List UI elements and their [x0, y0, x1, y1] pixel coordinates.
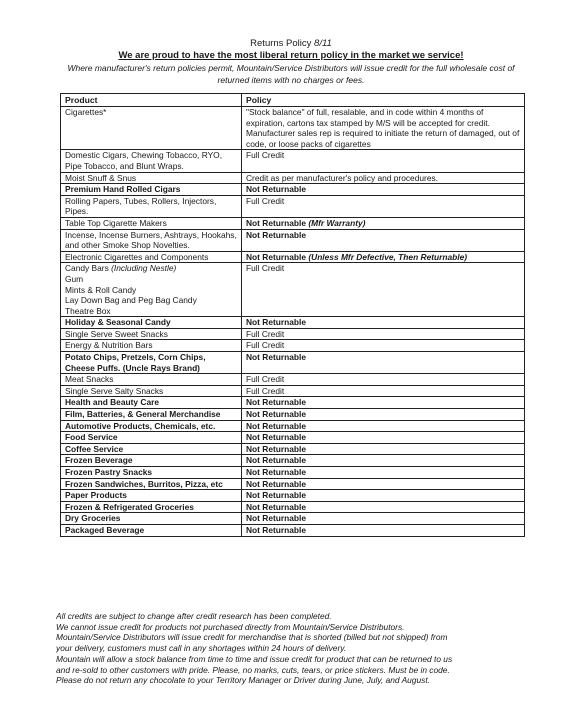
- policy-text: Not Returnable: [246, 397, 307, 408]
- product-cell: [61, 524, 242, 536]
- product-line: Electronic Cigarettes and Components: [65, 251, 209, 262]
- product-cell: [61, 251, 242, 263]
- footer-line: your delivery, customers must call in any shortages within 24 hours of delivery.: [56, 643, 347, 654]
- product-cell: [61, 340, 242, 352]
- product-cell: [61, 478, 242, 490]
- policy-cell: [242, 317, 525, 329]
- product-cell: [61, 172, 242, 184]
- product-line: Mints & Roll Candy: [65, 284, 137, 295]
- table-row: [61, 385, 525, 397]
- table-row: [61, 420, 525, 432]
- product-cell: [61, 420, 242, 432]
- table-row: [61, 107, 525, 150]
- footer-notes: [56, 611, 526, 686]
- policy-text: Full Credit: [246, 374, 285, 385]
- policy-cell: [242, 501, 525, 513]
- table-row: [61, 251, 525, 263]
- product-line: Meat Snacks: [65, 374, 114, 385]
- policy-cell: [242, 443, 525, 455]
- table-row: [61, 195, 525, 217]
- table-row: [61, 397, 525, 409]
- policy-text: Not Returnable: [246, 467, 307, 477]
- table-row: [61, 524, 525, 536]
- policy-cell: [242, 217, 525, 229]
- policy-cell: [242, 467, 525, 479]
- policy-text: Not Returnable (Mfr Warranty): [246, 217, 366, 228]
- policy-cell: [242, 172, 525, 184]
- table-row: [61, 184, 525, 196]
- product-cell: [61, 352, 242, 374]
- product-cell: [61, 397, 242, 409]
- policy-cell: [242, 184, 525, 196]
- product-cell: [61, 150, 242, 172]
- document-subtitle: We are proud to have the most liberal return policy in the market we service!: [118, 50, 464, 61]
- policy-cell: [242, 490, 525, 502]
- policy-text: Full Credit: [246, 263, 285, 274]
- policy-text: Not Returnable: [246, 490, 307, 501]
- returns-policy-table: [60, 93, 525, 537]
- product-cell: [61, 317, 242, 329]
- table-row: [61, 328, 525, 340]
- footer-line: All credits are subject to change after credit research has been completed.: [56, 611, 332, 621]
- table-row: [61, 443, 525, 455]
- product-line: Coffee Service: [65, 443, 124, 454]
- product-column-header: Product: [61, 94, 242, 107]
- policy-cell: [242, 385, 525, 397]
- policy-text: Not Returnable: [246, 420, 307, 431]
- product-line: Frozen Beverage: [65, 455, 133, 466]
- product-cell: [61, 490, 242, 502]
- policy-column-header: Policy: [242, 94, 525, 107]
- product-line: Dry Groceries: [65, 513, 121, 524]
- footer-line: Mountain will allow a stock balance from time to time and issue credit for product that can be returned to us: [56, 653, 453, 664]
- table-row: [61, 455, 525, 467]
- product-cell: [61, 443, 242, 455]
- table-row: [61, 467, 525, 479]
- policy-text: Not Returnable: [246, 229, 307, 240]
- product-line: Moist Snuff & Snus: [65, 172, 137, 183]
- product-cell: [61, 501, 242, 513]
- policy-text: Not Returnable: [246, 352, 307, 363]
- product-cell: [61, 263, 242, 317]
- product-line: Potato Chips, Pretzels, Corn Chips, Cheese Puffs. (Uncle Rays Brand): [65, 352, 206, 373]
- title-date: 8/11: [314, 38, 332, 49]
- policy-text: Not Returnable: [246, 501, 307, 512]
- footer-line: Mountain/Service Distributors will issue credit for merchandise that is shorted (billed but not shipped) from: [56, 632, 448, 643]
- table-row: [61, 478, 525, 490]
- product-line: Table Top Cigarette Makers: [65, 217, 167, 228]
- policy-cell: [242, 107, 525, 150]
- table-row: [61, 490, 525, 502]
- policy-text: "Stock balance" of full, resalable, and in code within 4 months of expiration, cartons tax stamped by M/S will be accepted for credit.: [246, 107, 490, 128]
- product-line: Frozen Sandwiches, Burritos, Pizza, etc: [65, 478, 223, 489]
- footer-line: and re-sold to other customers with pride. Please, no marks, cuts, tears, or price stickers. Must be in code.: [56, 664, 450, 675]
- product-line: Cigarettes*: [65, 107, 107, 117]
- policy-text: Not Returnable: [246, 317, 307, 328]
- product-line: Packaged Beverage: [65, 524, 145, 535]
- document-intro: Where manufacturer's return policies permit, Mountain/Service Distributors will issue credit for the full wholesale cost of returned items with no charges or fees.: [67, 63, 515, 85]
- policy-text: Full Credit: [246, 385, 285, 396]
- product-line: Single Serve Sweet Snacks: [65, 328, 168, 339]
- product-line: Frozen Pastry Snacks: [65, 467, 153, 477]
- policy-cell: [242, 420, 525, 432]
- table-row: [61, 217, 525, 229]
- table-row: [61, 263, 525, 317]
- product-line: Lay Down Bag and Peg Bag Candy: [65, 295, 197, 306]
- product-cell: [61, 195, 242, 217]
- policy-cell: [242, 195, 525, 217]
- policy-text: Not Returnable: [246, 432, 307, 443]
- product-line: Health and Beauty Care: [65, 397, 160, 408]
- policy-cell: [242, 455, 525, 467]
- footer-line: We cannot issue credit for products not purchased directly from Mountain/Service Distributors.: [56, 621, 405, 632]
- table-row: [61, 374, 525, 386]
- policy-text: Not Returnable: [246, 184, 307, 195]
- policy-text: Not Returnable: [246, 409, 307, 420]
- policy-cell: [242, 352, 525, 374]
- table-row: [61, 352, 525, 374]
- policy-cell: [242, 432, 525, 444]
- policy-text: Full Credit: [246, 195, 285, 206]
- table-row: [61, 432, 525, 444]
- policy-cell: [242, 229, 525, 251]
- policy-cell: [242, 150, 525, 172]
- table-header-row: [61, 94, 525, 107]
- table-row: [61, 340, 525, 352]
- product-line: Food Service: [65, 432, 118, 443]
- policy-cell: [242, 409, 525, 421]
- product-line: Premium Hand Rolled Cigars: [65, 184, 181, 195]
- policy-text: Not Returnable: [246, 513, 307, 524]
- product-cell: [61, 184, 242, 196]
- product-line: Film, Batteries, & General Merchandise: [65, 409, 221, 420]
- policy-text: Manufacturer sales rep is required to initiate the return of damaged, out of code, or loose packs of cigarettes: [246, 128, 520, 149]
- policy-text: Credit as per manufacturer's policy and procedures.: [246, 172, 438, 183]
- product-cell: [61, 385, 242, 397]
- policy-cell: [242, 263, 525, 317]
- footer-line: Please do not return any chocolate to your Territory Manager or Driver during June, July, and August.: [56, 675, 430, 686]
- policy-text: Not Returnable: [246, 443, 307, 454]
- product-cell: [61, 467, 242, 479]
- policy-text: Full Credit: [246, 150, 285, 161]
- product-cell: [61, 328, 242, 340]
- document-title: [0, 38, 582, 50]
- title-text: Returns Policy: [250, 38, 312, 49]
- policy-cell: [242, 251, 525, 263]
- table-row: [61, 229, 525, 251]
- product-line: Rolling Papers, Tubes, Rollers, Injectors, Pipes.: [65, 195, 217, 217]
- product-cell: [61, 374, 242, 386]
- policy-text: Not Returnable: [246, 524, 307, 535]
- product-cell: [61, 107, 242, 150]
- product-cell: [61, 229, 242, 251]
- product-line: Holiday & Seasonal Candy: [65, 317, 171, 328]
- policy-cell: [242, 328, 525, 340]
- product-line: Domestic Cigars, Chewing Tobacco, RYO, Pipe Tobacco, and Blunt Wraps.: [65, 150, 223, 171]
- product-line: Incense, Incense Burners, Ashtrays, Hookahs, and other Smoke Shop Novelties.: [65, 229, 237, 251]
- product-line: Paper Products: [65, 490, 127, 501]
- policy-cell: [242, 513, 525, 525]
- product-line: Frozen & Refrigerated Groceries: [65, 501, 194, 512]
- document-header: [0, 38, 582, 86]
- product-line: Automotive Products, Chemicals, etc.: [65, 420, 216, 431]
- table-row: [61, 172, 525, 184]
- policy-cell: [242, 340, 525, 352]
- policy-text: Not Returnable: [246, 478, 307, 489]
- table-row: [61, 513, 525, 525]
- policy-cell: [242, 374, 525, 386]
- table-row: [61, 409, 525, 421]
- table-row: [61, 317, 525, 329]
- policy-cell: [242, 397, 525, 409]
- product-line: Gum: [65, 273, 84, 284]
- product-cell: [61, 455, 242, 467]
- policy-text: Not Returnable: [246, 455, 307, 466]
- product-line: Candy Bars (Including Nestle): [65, 263, 177, 274]
- table-body: [61, 107, 525, 537]
- product-cell: [61, 409, 242, 421]
- policy-cell: [242, 524, 525, 536]
- policy-text: Full Credit: [246, 340, 285, 351]
- product-line: Energy & Nutrition Bars: [65, 340, 153, 351]
- product-cell: [61, 513, 242, 525]
- policy-text: Full Credit: [246, 328, 285, 339]
- table-row: [61, 150, 525, 172]
- product-cell: [61, 217, 242, 229]
- policy-cell: [242, 478, 525, 490]
- product-line: Theatre Box: [65, 305, 111, 316]
- product-cell: [61, 432, 242, 444]
- table-row: [61, 501, 525, 513]
- product-line: Single Serve Salty Snacks: [65, 385, 164, 396]
- policy-text: Not Returnable (Unless Mfr Defective, Then Returnable): [246, 251, 468, 262]
